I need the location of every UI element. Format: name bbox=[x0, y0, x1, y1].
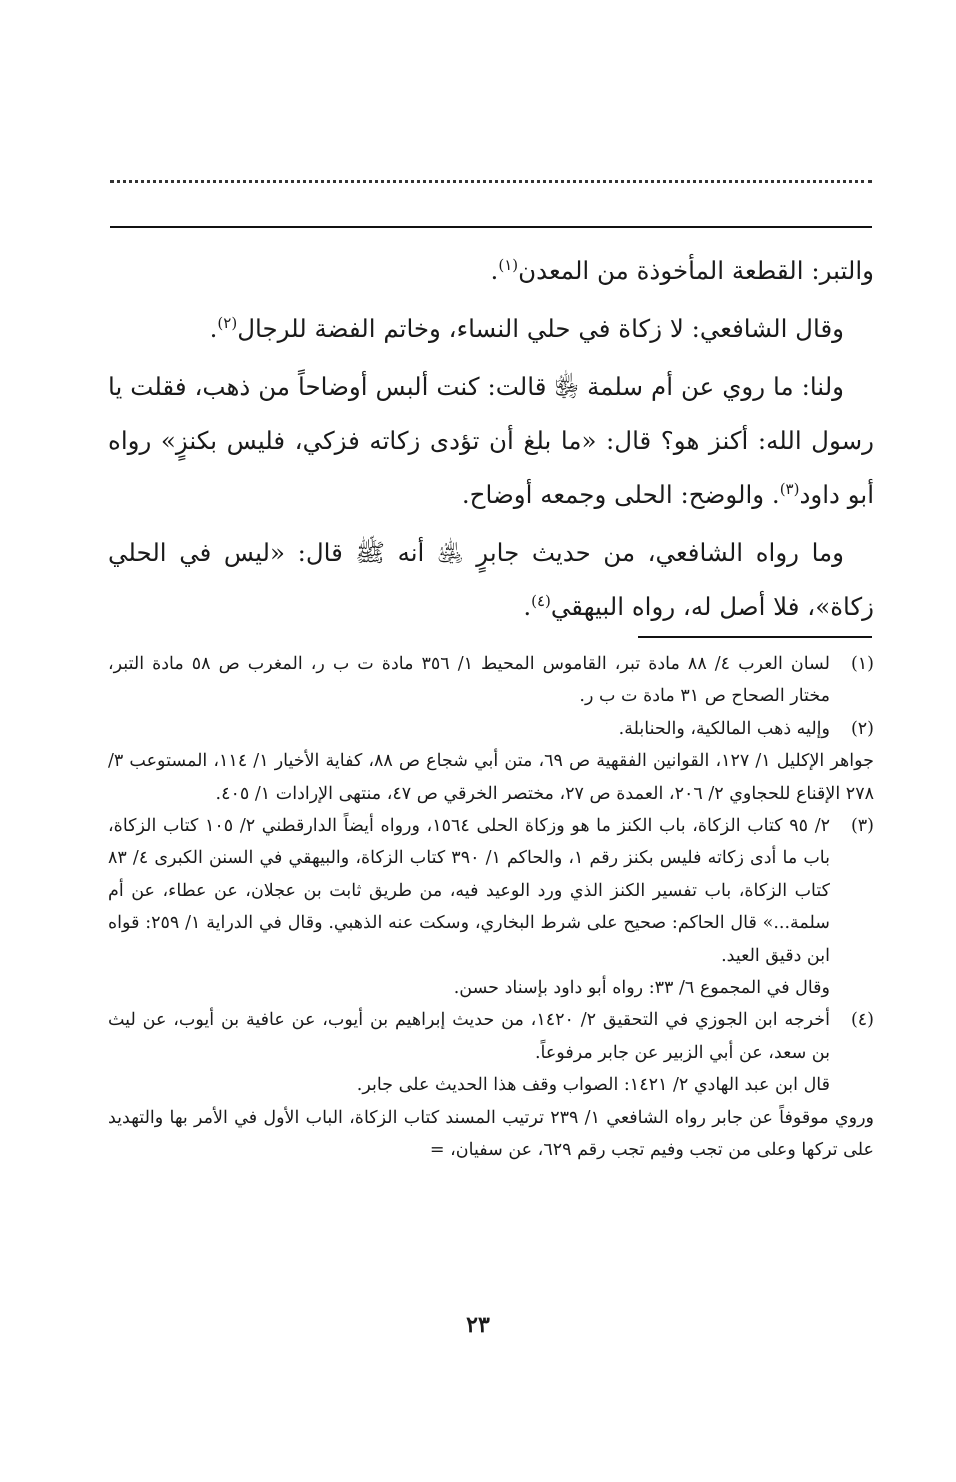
footnote-1 bbox=[108, 648, 874, 713]
footnote-2 bbox=[108, 713, 874, 745]
footnote-3 bbox=[108, 810, 874, 972]
footnote-3-text: ٢/ ٩٥ كتاب الزكاة، باب الكنز ما هو وزكاة الحلى ١٥٦٤، ورواه أيضاً الدارقطني ٢/ ١٠٥ كتاب الزكاة، باب ما أدى زكاته فليس بكنز رقم ١، والحاكم ١/ ٣٩٠ كتاب الزكاة، والبيهقي في السنن الكبرى ٤/ ٨٣ كتاب الزكاة، باب تفسير الكنز الذي ورد الوعيد فيه، من طريق ثابت بن عجلان، عن عطاء، عن أم سلمة...» قال الحاكم: صحيح على شرط البخاري، وسكت عنه الذهبي. وقال في الدراية ١/ ٢٥٩: قواه ابن دقيق العيد. bbox=[108, 816, 830, 966]
footnotes bbox=[108, 648, 874, 1167]
paragraph-3-end: . والوضح: الحلى وجمعه أوضاح. bbox=[461, 480, 780, 509]
paragraph-4-end: . bbox=[523, 592, 532, 621]
dotted-separator bbox=[110, 180, 872, 183]
paragraph-2-end: . bbox=[209, 314, 218, 343]
footnote-2-text: وإليه ذهب المالكية، والحنابلة. bbox=[618, 718, 830, 739]
footnote-4-number: (٤) bbox=[850, 1010, 874, 1031]
footnote-ref-2: (٢) bbox=[217, 313, 238, 332]
paragraph-3-text: ولنا: ما روي عن أم سلمة ﵂ قالت: كنت ألبس أوضاحاً من ذهب، فقلت يا رسول الله: أكنز هو؟ قال: «ما بلغ أن تؤدى زكاته فزكي، فليس بكنزٍ» رواه أبو داود bbox=[108, 372, 874, 509]
footnote-ref-1: (١) bbox=[498, 255, 519, 274]
footnote-4 bbox=[108, 1004, 874, 1069]
top-rule bbox=[110, 226, 872, 228]
footnote-2-continuation: جواهر الإكليل ١/ ١٢٧، القوانين الفقهية ص ٦٩، متن أبي شجاع ص ٨٨، كفاية الأخيار ١/ ١١٤، المستوعب ٣/ ٢٧٨ الإقناع للحجاوي ٢/ ٢٠٦، العمدة ص ٢٧، مختصر الخرقي ص ٤٧، منتهى الإرادات ١/ ٤٠٥. bbox=[108, 751, 874, 804]
footnote-3-number: (٣) bbox=[850, 816, 874, 837]
footnote-ref-3: (٣) bbox=[779, 479, 800, 498]
footnote-4-continuation-2: وروي موقوفاً عن جابر رواه الشافعي ١/ ٢٣٩ ترتيب المسند كتاب الزكاة، الباب الأول في الأمر بها والتهديد على تركها وعلى من تجب وفيم تجب رقم ٦٢٩، عن سفيان، = bbox=[108, 1107, 874, 1161]
paragraph-4 bbox=[108, 526, 874, 634]
footnote-ref-4: (٤) bbox=[531, 591, 551, 610]
paragraph-2 bbox=[108, 302, 874, 356]
paragraph-1 bbox=[108, 244, 874, 298]
main-text bbox=[108, 244, 874, 638]
page-number: ٢٣ bbox=[466, 1312, 490, 1338]
footnote-1-number: (١) bbox=[850, 654, 874, 674]
paragraph-1-text: والتبر: القطعة المأخوذة من المعدن bbox=[518, 256, 874, 285]
paragraph-1-end: . bbox=[490, 256, 499, 285]
paragraph-2-text: وقال الشافعي: لا زكاة في حلي النساء، وخاتم الفضة للرجال bbox=[237, 314, 844, 343]
footnote-4-text: أخرجه ابن الجوزي في التحقيق ٢/ ١٤٢٠، من حديث إبراهيم بن أيوب، عن عافية بن أيوب، عن ليث بن سعد، عن أبي الزبير عن جابر مرفوعاً. bbox=[108, 1010, 830, 1063]
paragraph-4-text: وما رواه الشافعي، من حديث جابرٍ ﵁ أنه ﷺ قال: «ليس في الحلي زكاة»، فلا أصل له، رواه البيهقي bbox=[108, 538, 874, 621]
footnote-1-text: لسان العرب ٤/ ٨٨ مادة تبر، القاموس المحيط ١/ ٣٥٦ مادة ت ب ر، المغرب ص ٥٨ مادة التبر، مختار الصحاح ص ٣١ مادة ت ب ر. bbox=[108, 654, 830, 707]
footnote-4-continuation-1: قال ابن عبد الهادي ٢/ ١٤٢١: الصواب وقف هذا الحديث على جابر. bbox=[356, 1075, 830, 1096]
footnote-separator bbox=[638, 636, 872, 638]
paragraph-3 bbox=[108, 360, 874, 522]
footnote-2-number: (٢) bbox=[850, 718, 874, 739]
footnote-3-continuation: وقال في المجموع ٦/ ٣٣: رواه أبو داود بإسناد حسن. bbox=[453, 978, 830, 999]
